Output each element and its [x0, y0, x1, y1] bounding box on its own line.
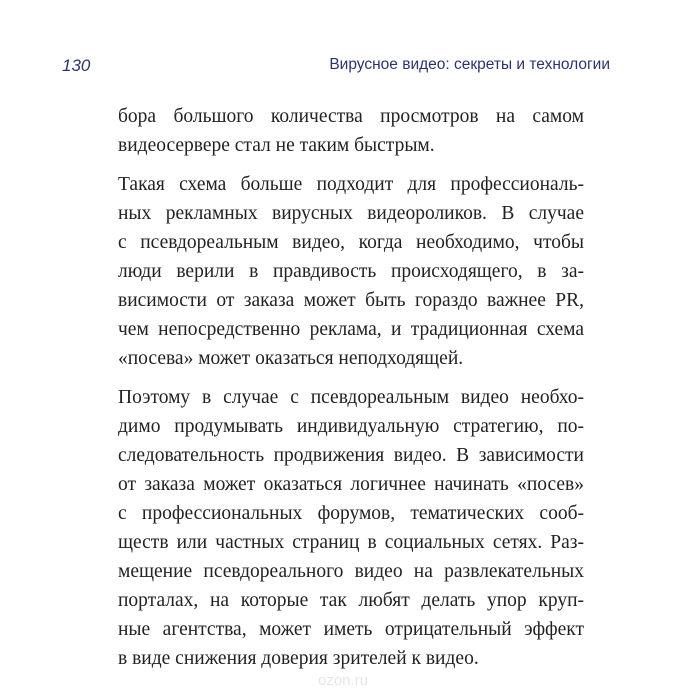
running-title: Вирусное видео: секреты и технологии: [329, 56, 610, 73]
text-line: в виде снижения доверия зрителей к видео.: [118, 648, 479, 669]
text-line: с профессиональных форумов, тематических сооб-: [118, 503, 584, 524]
text-line: мещение псевдореального видео на развлекательных: [118, 561, 584, 582]
page-number: 130: [62, 56, 91, 75]
paragraph: [118, 383, 584, 673]
text-line: люди верили в правдивость происходящего, в за-: [118, 261, 584, 282]
text-line: чем непосредственно реклама, и традиционная схема: [118, 319, 584, 340]
text-line: «посева» может оказаться неподходящей.: [118, 348, 464, 369]
text-line: порталах, на которые так любят делать упор круп-: [118, 590, 584, 611]
text-line: видеосервере стал не таким быстрым.: [118, 135, 435, 156]
body-text: [118, 102, 584, 683]
text-line: димо продумывать индивидуальную стратегию, по-: [118, 416, 584, 437]
paragraph: [118, 102, 584, 160]
text-line: ществ или частных страниц в социальных сетях. Раз-: [118, 532, 584, 553]
text-line: с псевдореальным видео, когда необходимо, чтобы: [118, 232, 584, 253]
paragraph: [118, 170, 584, 373]
text-line: Поэтому в случае с псевдореальным видео необхо-: [118, 387, 584, 408]
text-line: ные агентства, может иметь отрицательный эффект: [118, 619, 584, 640]
text-line: бора большого количества просмотров на самом: [118, 106, 584, 127]
text-line: висимости от заказа может быть гораздо важнее PR,: [118, 290, 584, 311]
text-line: от заказа может оказаться логичнее начинать «посев»: [118, 474, 584, 495]
watermark: ozon.ru: [318, 672, 369, 689]
text-line: Такая схема больше подходит для профессиональ-: [118, 174, 584, 195]
text-line: следовательность продвижения видео. В зависимости: [118, 445, 584, 466]
text-line: ных рекламных вирусных видеороликов. В случае: [118, 203, 584, 224]
